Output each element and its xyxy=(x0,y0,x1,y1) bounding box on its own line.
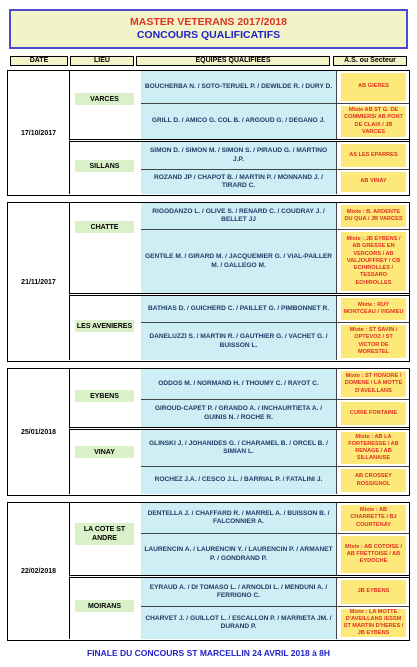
equipes-cell: ROCHEZ J.A. / CESCO J.L. / BARRIAL P. / FATALINI J. xyxy=(141,467,337,494)
equipes-cell: GIROUD-CAPET P. / GRANDO A. / INCHAURTIETA A. / GUINIS N. / ROCHE R. xyxy=(141,400,337,427)
date-block xyxy=(7,502,410,641)
equipes-cell: BATHIAS D. / GUICHERD C. / PAILLET G. / PIMBONNET R. xyxy=(141,296,337,322)
lieu-cell: VARCES xyxy=(75,93,134,105)
as-cell: Mixte AB ST G. DE COMMIERS/ AB PONT DE CLAIX / JB VARCES xyxy=(341,106,406,137)
as-cell: JB EYBENS xyxy=(341,580,406,604)
title: MASTER VETERANS 2017/2018 xyxy=(130,16,287,28)
lieu-cell: VINAY xyxy=(75,446,134,458)
table-row xyxy=(141,296,409,322)
col-header-equipes: EQUIPES QUALIFIEES xyxy=(136,56,330,66)
table-row xyxy=(141,578,409,606)
table-row xyxy=(141,203,409,229)
table-row xyxy=(141,606,409,639)
lieu-cell: LA COTE ST ANDRE xyxy=(75,523,134,545)
table-row xyxy=(141,103,409,139)
date-cell: 21/11/2017 xyxy=(21,278,56,286)
venue-group xyxy=(69,139,409,194)
table-row xyxy=(141,169,409,194)
as-cell: AB VINAY xyxy=(341,172,406,192)
lieu-cell: LES AVENIERES xyxy=(75,320,134,332)
as-cell: Mixte : AB CHARRETTE / BJ COURTENAY xyxy=(341,505,406,531)
as-cell: Mixte : AB COTOISE / AB FRETTOISE / AB EYDOCHE xyxy=(341,536,406,573)
venue-group xyxy=(69,293,409,360)
table-row xyxy=(141,369,409,399)
as-cell: AS LES EPARRES xyxy=(341,144,406,167)
as-cell: Mixte : RUY MONTCEAU / VIGNIEU xyxy=(341,298,406,320)
title-box xyxy=(9,9,408,49)
col-header-lieu: LIEU xyxy=(70,56,134,66)
date-cell: 22/02/2018 xyxy=(20,568,57,575)
table-row xyxy=(141,142,409,169)
venue-group xyxy=(69,427,409,494)
table-row xyxy=(141,322,409,360)
as-cell: AB CROSSEY ROSSIGNOL xyxy=(341,469,406,492)
equipes-cell: DENTELLA J. / CHAFFARD R. / MARREL A. / BUISSON B. / FALCONNIER A. xyxy=(141,503,337,533)
as-cell: CURIE FONTAINE xyxy=(341,402,406,425)
venue-group xyxy=(69,575,409,639)
date-block xyxy=(7,202,410,362)
as-cell: Mixte : JB EYBENS / AB GRESSE EN VERCORS / AB VALJOUFFREY / CB ECHIROLLES / TESSARO ECHIROLLES xyxy=(341,232,406,291)
table-row xyxy=(141,466,409,494)
equipes-cell: CHARVET J. / GUILLOT L. / ESCALLON P. / MARRIETA JM. / DURAND P. xyxy=(141,607,337,639)
venue-group xyxy=(69,503,409,575)
equipes-cell: EYRAUD A. / DI TOMASO L. / ARNOLDI L. / MENDUNI A. / FERRIGNO C. xyxy=(141,578,337,606)
lieu-cell: EYBENS xyxy=(75,390,134,402)
equipes-cell: GENTILE M. / GIRARD M. / JACQUEMIER G. / VIAL-PAILLER M. / GALLEGO M. xyxy=(141,230,337,293)
col-header-as: A.S. ou Secteur xyxy=(333,56,407,66)
table-row xyxy=(141,533,409,575)
date-cell: 17/10/2017 xyxy=(20,129,57,137)
equipes-cell: SIMON D. / SIMON M. / SIMON S. / PIRAUD G. / MARTINO J.P. xyxy=(141,142,337,169)
lieu-cell: CHATTE xyxy=(75,221,134,233)
equipes-cell: DANELUZZI S. / MARTIN R. / GAUTHIER G. / VACHET G. / BUISSON L. xyxy=(141,323,337,360)
equipes-cell: RIGODANZO L. / OLIVE S. / RENARD C. / COUDRAY J. / BELLET JJ xyxy=(141,203,337,229)
table-row xyxy=(141,399,409,427)
date-cell: 25/01/2018 xyxy=(20,428,57,436)
lieu-cell: SILLANS xyxy=(75,160,134,172)
subtitle: CONCOURS QUALIFICATIFS xyxy=(136,29,281,41)
table-row xyxy=(141,503,409,533)
date-block xyxy=(7,70,410,196)
table-row xyxy=(141,71,409,103)
venue-group xyxy=(69,369,409,427)
date-block xyxy=(7,368,410,496)
venue-group xyxy=(69,203,409,293)
equipes-cell: ROZAND JP / CHAPOT B. / MARTIN P. / MONNAND J. / TIRARD C. xyxy=(141,170,337,194)
as-cell: Mixte : B. ARDENTE DU QUA / JB VARCES xyxy=(341,205,406,227)
table-row xyxy=(141,229,409,293)
equipes-cell: LAURENCIN A. / LAURENCIN Y. / LAURENCIN P. / ARMANET P. / GONDRAND P. xyxy=(141,534,337,575)
equipes-cell: GRILL D. / AMICO G. COL B. / ARGOUD G. / DEGANO J. xyxy=(141,104,337,139)
table-row xyxy=(141,430,409,466)
as-cell: Mixte : ST SAVIN / OPTEVOZ / ST VICTOR DE MORESTEL xyxy=(341,325,406,358)
as-cell: Mixte : ST HONORE / DOMENE / LA MOTTE D'AVEILLANS xyxy=(341,371,406,397)
footer-note: FINALE DU CONCOURS ST MARCELLIN 24 AVRIL 2018 à 8H xyxy=(86,648,331,658)
lieu-cell: MOIRANS xyxy=(75,600,134,612)
col-header-date: DATE xyxy=(10,56,68,66)
as-cell: Mixte : AB LA FORTERESSE / AB RENAGE / AB SILLANAISE xyxy=(341,432,406,464)
venue-group xyxy=(69,71,409,139)
as-cell: AB GIERES xyxy=(341,73,406,101)
equipes-cell: GLINSKI J. / JOHANIDES G. / CHARAMEL B. / ORCEL B. / SIMIAN L. xyxy=(141,430,337,466)
equipes-cell: ODDOS M. / NORMAND H. / THOUMY C. / RAYOT C. xyxy=(141,369,337,399)
equipes-cell: BOUCHERBA N. / SOTO-TERUEL P. / DEWILDE R. / DURY D. xyxy=(141,71,337,103)
as-cell: Mixte : LA MOTTE D'AVEILLANS /ESSM ST MARTIN D'HERES / JB EYBENS xyxy=(341,609,406,637)
